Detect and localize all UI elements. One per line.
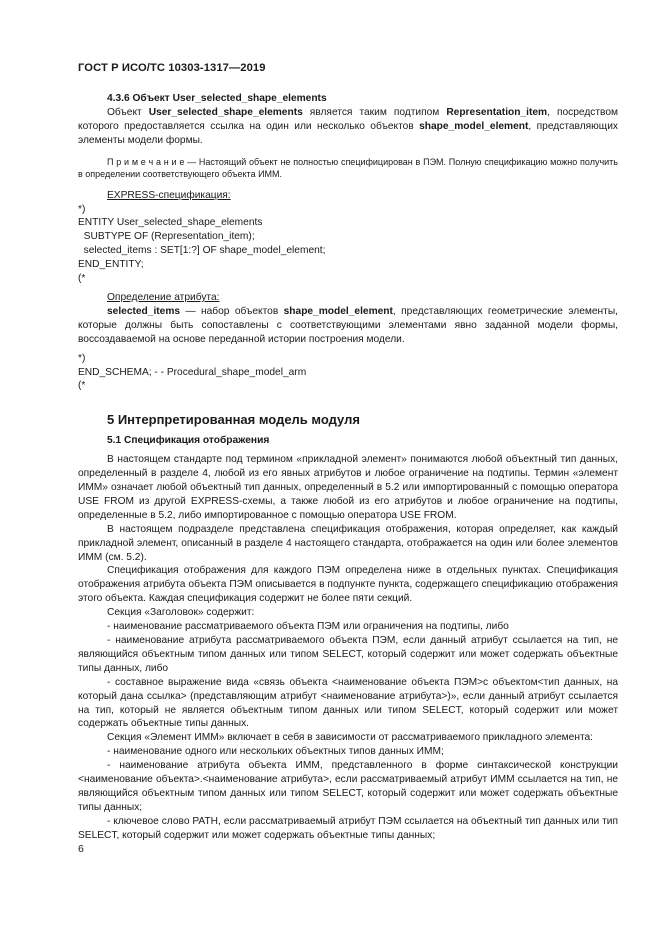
paragraph: В настоящем подразделе представлена спецификация отображения, которая определяет, как каждый прикладной элемент, описанный в разделе 4 настоящего стандарта, отображается на один или более элементов ИММ (см. 5.2). — [78, 523, 618, 563]
paragraph: В настоящем стандарте под термином «прикладной элемент» понимаются любой объектный тип данных, определенный в разделе 4, любой из его явных атрибутов и любое ограничение на подтипы. Термин «элемент ИММ» означает любой объектный тип данных, определенный в 5.2 или импортированный с помощью оператора USE FROM из другой EXPRESS-схемы, а также любой из его атрибутов и любое ограничение на подтипы, определенные в 5.2, либо импортированное с помощью оператора USE FROM. — [78, 454, 618, 521]
supertype-name: Representation_item — [446, 106, 548, 118]
paragraph: Секция «Элемент ИММ» включает в себя в зависимости от рассматриваемого прикладного элемента: — [107, 732, 594, 744]
referenced-entity-name: shape_model_element — [419, 120, 529, 132]
page-number: 6 — [78, 843, 84, 855]
text-run: , посредством которого предоставляется ссылка на один или несколько объектов — [78, 106, 618, 132]
list-item: - ключевое слово PATH, если рассматриваемый атрибут ПЭМ ссылается на объектный тип данных или тип SELECT, который содержит или может содержать объектные типы данных; — [78, 815, 618, 841]
text-run: является таким подтипом — [302, 106, 447, 118]
referenced-entity-name: shape_model_element — [283, 305, 393, 317]
section-4-3-6-title: 4.3.6 Объект User_selected_shape_elements — [107, 93, 327, 104]
list-item: - наименование одного или нескольких объектных типов данных ИММ; — [107, 746, 444, 758]
note-text: — Настоящий объект не полностью специфицирован в ПЭМ. Полную спецификацию можно получить в определении соответствующего объекта ИММ. — [78, 156, 618, 180]
page-content — [78, 92, 618, 843]
code-line: *) — [78, 352, 86, 364]
attribute-label-line — [78, 291, 618, 305]
list-item: - наименование атрибута объекта ИММ, представленного в форме синтаксической конструкции <наименование объекта>.<наименование атрибута>, если рассматриваемый атрибут ИММ ссылается на тип, не являющийся объектным типом данных или типом SELECT, который содержит или может содержать объектные типы данных; — [78, 760, 618, 813]
list-item: - составное выражение вида «связь объекта <наименование объекта ПЭМ>с объектом<тип данных, на который дана ссылка> (представляющим атрибут <наименование атрибута>)», если данный атрибут ссылается на тип, который не является объектным типом данных или типом SELECT, который содержит или может содержать объектные типы данных. — [78, 676, 618, 730]
code-line: (* — [78, 380, 86, 392]
entity-name: User_selected_shape_elements — [148, 106, 303, 118]
code-line: SUBTYPE OF (Representation_item); — [78, 231, 255, 243]
document-header: ГОСТ Р ИСО/ТС 10303-1317—2019 — [78, 62, 266, 74]
code-line: END_SCHEMA; - - Procedural_shape_model_arm — [78, 366, 307, 378]
attribute-label: Определение атрибута: — [107, 291, 220, 303]
express-label: EXPRESS-спецификация: — [107, 189, 231, 201]
paragraph: Спецификация отображения для каждого ПЭМ определена ниже в отдельных пунктах. Спецификация отображения атрибута объекта ПЭМ описывается в подпункте пункта, содержащего спецификацию отображения этого объекта. Каждая спецификация содержит не более пяти секций. — [78, 565, 618, 605]
attribute-definition — [78, 305, 618, 347]
code-line: END_ENTITY; — [78, 259, 144, 271]
text-run: — набор объектов — [180, 305, 284, 317]
note-paragraph — [78, 156, 618, 181]
code-line: *) — [78, 203, 86, 215]
attribute-name: selected_items — [107, 305, 181, 317]
section-5-title: 5 Интерпретированная модель модуля — [107, 412, 360, 428]
note-label: П р и м е ч а н и е — [107, 156, 185, 167]
code-line: selected_items : SET[1:?] OF shape_model_element; — [78, 245, 326, 257]
section-5-1-title: 5.1 Спецификация отображения — [107, 435, 270, 447]
paragraph: Секция «Заголовок» содержит: — [107, 607, 255, 619]
code-line: (* — [78, 273, 86, 285]
section-4-3-6-paragraph — [78, 106, 618, 148]
text-run: , представляющих элементы модели формы. — [78, 120, 618, 146]
list-item: - наименование атрибута рассматриваемого объекта ПЭМ, если данный атрибут ссылается на тип, не являющийся объектным типом данных или типом SELECT, который содержит или может содержать объектные типы данных, либо — [78, 635, 618, 674]
express-label-line — [78, 189, 618, 203]
express-code-block — [78, 203, 618, 286]
code-line: ENTITY User_selected_shape_elements — [78, 217, 263, 229]
schema-end-block — [78, 352, 618, 394]
text-run: Объект — [107, 106, 149, 118]
list-item: - наименование рассматриваемого объекта ПЭМ или ограничения на подтипы, либо — [107, 621, 509, 633]
text-run: , представляющих геометрические элементы, которые должны быть сопоставлены с соответствующими элементами явно заданной модели формы, воссоздаваемой на основе переданной истории построения модели. — [78, 305, 618, 345]
